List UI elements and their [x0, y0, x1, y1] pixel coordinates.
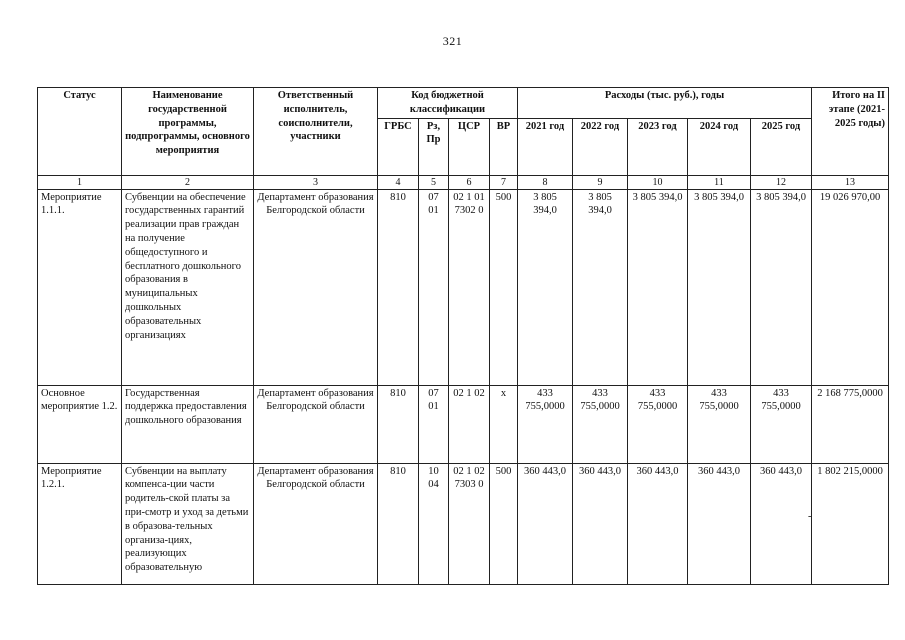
column-number-row	[38, 175, 889, 189]
row-year-2022: 360 443,0	[573, 463, 628, 584]
header-year-2024: 2024 год	[688, 118, 751, 175]
row-total: 2 168 775,0000	[812, 385, 889, 463]
row-total: 1 802 215,0000	[812, 463, 889, 584]
table-row	[38, 463, 889, 584]
row-year-2021: 3 805 394,0	[518, 189, 573, 385]
row-year-2025: 3 805 394,0	[751, 189, 812, 385]
column-number: 10	[628, 175, 688, 189]
row-year-2022: 433 755,0000	[573, 385, 628, 463]
column-number: 2	[122, 175, 254, 189]
column-number: 12	[751, 175, 812, 189]
row-year-2022: 3 805 394,0	[573, 189, 628, 385]
column-number: 1	[38, 175, 122, 189]
stray-mark: -	[808, 511, 812, 522]
column-number: 4	[378, 175, 419, 189]
header-rzpr: Рз, Пр	[419, 118, 449, 175]
column-number: 8	[518, 175, 573, 189]
row-csr: 02 1 02 7303 0	[449, 463, 490, 584]
header-grbs: ГРБС	[378, 118, 419, 175]
page-number: 321	[442, 34, 463, 48]
row-name: Субвенции на обеспечение государственных гарантий реализации прав граждан на получение общедоступного и бесплатного дошкольного образования в муниципальных дошкольных образовательных организациях	[122, 189, 254, 385]
header-total: Итого на II этапе (2021-2025 годы)	[812, 88, 889, 176]
row-csr: 02 1 02	[449, 385, 490, 463]
row-rzpr: 07 01	[419, 385, 449, 463]
header-responsible: Ответственный исполнитель, соисполнители, участники	[254, 88, 378, 176]
row-year-2024: 3 805 394,0	[688, 189, 751, 385]
header-budget-code: Код бюджетной классификации	[378, 88, 518, 119]
row-status: Мероприятие 1.1.1.	[38, 189, 122, 385]
header-csr: ЦСР	[449, 118, 490, 175]
header-name: Наименование государственной программы, подпрограммы, основного мероприятия	[122, 88, 254, 176]
table-row	[38, 189, 889, 385]
row-year-2021: 360 443,0	[518, 463, 573, 584]
header-status: Статус	[38, 88, 122, 176]
row-year-2021: 433 755,0000	[518, 385, 573, 463]
column-number: 3	[254, 175, 378, 189]
row-rzpr: 10 04	[419, 463, 449, 584]
column-number: 9	[573, 175, 628, 189]
row-year-2023: 433 755,0000	[628, 385, 688, 463]
row-vr: 500	[490, 189, 518, 385]
row-name: Субвенции на выплату компенса-ции части родитель-ской платы за при-смотр и уход за детьми в образова-тельных организа-циях, реализующих образовательную	[122, 463, 254, 584]
row-year-2023: 360 443,0	[628, 463, 688, 584]
column-number: 11	[688, 175, 751, 189]
row-vr: 500	[490, 463, 518, 584]
header-year-2023: 2023 год	[628, 118, 688, 175]
row-year-2025: 433 755,0000	[751, 385, 812, 463]
row-csr: 02 1 01 7302 0	[449, 189, 490, 385]
header-year-2022: 2022 год	[573, 118, 628, 175]
row-year-2025: 360 443,0	[751, 463, 812, 584]
row-grbs: 810	[378, 463, 419, 584]
row-status: Мероприятие 1.2.1.	[38, 463, 122, 584]
row-responsible: Департамент образования Белгородской области	[254, 385, 378, 463]
header-row-1	[38, 88, 889, 119]
header-expenses: Расходы (тыс. руб.), годы	[518, 88, 812, 119]
budget-table	[37, 87, 889, 585]
row-status: Основное мероприятие 1.2.	[38, 385, 122, 463]
row-grbs: 810	[378, 385, 419, 463]
table-row	[38, 385, 889, 463]
header-vr: ВР	[490, 118, 518, 175]
row-responsible: Департамент образования Белгородской области	[254, 463, 378, 584]
row-year-2023: 3 805 394,0	[628, 189, 688, 385]
row-total: 19 026 970,00	[812, 189, 889, 385]
column-number: 5	[419, 175, 449, 189]
row-name: Государственная поддержка предоставления дошкольного образования	[122, 385, 254, 463]
row-rzpr: 07 01	[419, 189, 449, 385]
header-year-2025: 2025 год	[751, 118, 812, 175]
header-year-2021: 2021 год	[518, 118, 573, 175]
row-grbs: 810	[378, 189, 419, 385]
column-number: 13	[812, 175, 889, 189]
row-vr: х	[490, 385, 518, 463]
column-number: 7	[490, 175, 518, 189]
column-number: 6	[449, 175, 490, 189]
row-year-2024: 433 755,0000	[688, 385, 751, 463]
row-year-2024: 360 443,0	[688, 463, 751, 584]
row-responsible: Департамент образования Белгородской области	[254, 189, 378, 385]
